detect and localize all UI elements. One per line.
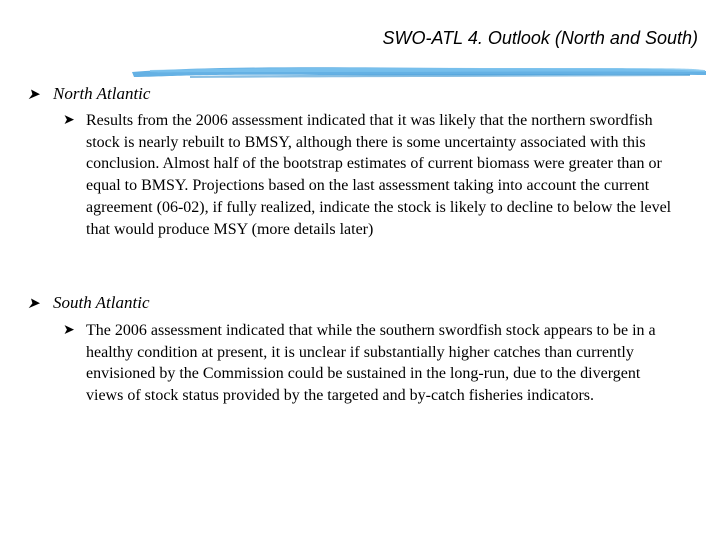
section-heading: South Atlantic xyxy=(53,293,150,312)
arrow-bullet-icon: ➤ xyxy=(27,295,40,312)
section-north-atlantic xyxy=(27,84,150,104)
bullet-point-north xyxy=(63,110,675,240)
section-south-atlantic xyxy=(27,293,150,313)
arrow-bullet-icon: ➤ xyxy=(27,86,40,103)
bullet-point-south xyxy=(63,320,675,407)
section-heading: North Atlantic xyxy=(53,84,151,103)
arrow-bullet-icon: ➤ xyxy=(63,113,75,128)
bullet-text: Results from the 2006 assessment indicated that it was likely that the northern swordfish stock is nearly rebuilt to BMSY, although there is some uncertainty associated with this conclusion. Almost half of the bootstrap estimates of current biomass were greater than or equal to BMSY. Projections based on the last assessment taking into account the current agreement (06-02), if fully realized, indicate the stock is likely to decline to below the level that would produce MSY (more details later) xyxy=(86,112,672,238)
arrow-bullet-icon: ➤ xyxy=(63,323,75,338)
slide-title: SWO-ATL 4. Outlook (North and South) xyxy=(382,28,698,48)
bullet-text: The 2006 assessment indicated that while the southern swordfish stock appears to be in a healthy condition at present, it is unclear if substantially higher catches than currently envisioned by the Commission could be sustained in the long-run, due to the divergent views of stock status provided by the targeted and by-catch fisheries indicators. xyxy=(86,322,656,405)
title-underline-brush xyxy=(130,62,708,80)
